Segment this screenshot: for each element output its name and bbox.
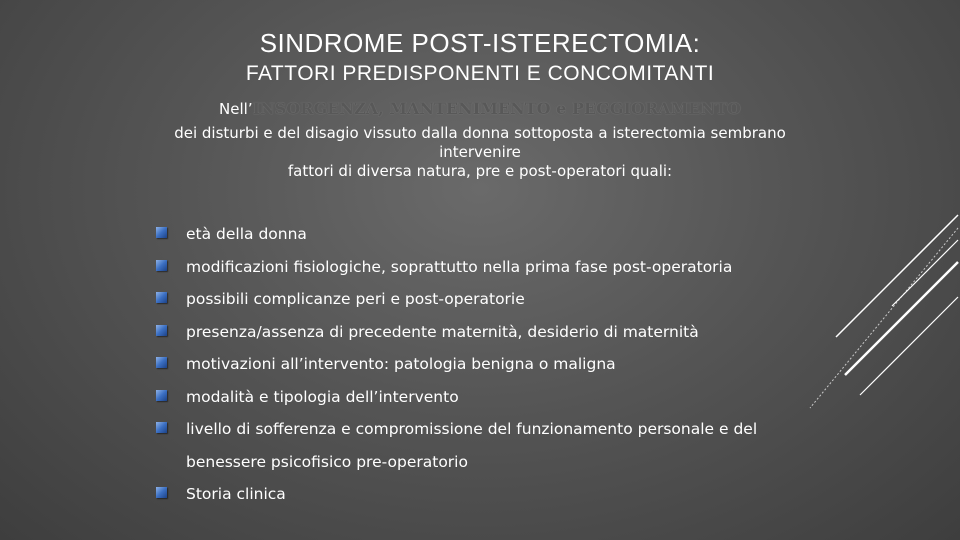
list-item [156, 478, 856, 511]
intro-line-2: dei disturbi e del disagio vissuto dalla donna sottoposta a isterectomia sembrano [174, 124, 786, 142]
list-item-text: modificazioni fisiologiche, soprattutto nella prima fase post-operatoria [186, 257, 733, 276]
bullet-square-icon [156, 292, 167, 303]
deco-line [892, 240, 958, 306]
slide-title: SINDROME POST-ISTERECTOMIA: [259, 28, 701, 58]
deco-line [845, 262, 958, 375]
list-item-text: possibili complicanze peri e post-operatorie [186, 290, 525, 308]
bullet-square-icon [156, 390, 167, 401]
list-item-text-continuation: benessere psicofisico pre-operatorio [186, 452, 468, 471]
bullet-square-icon [156, 325, 167, 336]
list-item-text: Storia clinica [186, 485, 286, 503]
intro-line-1 [0, 99, 960, 119]
list-item-text: presenza/assenza di precedente maternità, desiderio di maternità [186, 322, 699, 341]
deco-line [860, 297, 958, 395]
list-item [156, 348, 856, 381]
intro-line-3: intervenire [439, 143, 521, 161]
list-item [156, 283, 856, 316]
bullet-square-icon [156, 227, 167, 238]
slide-subtitle: FATTORI PREDISPONENTI E CONCOMITANTI [245, 62, 715, 85]
list-item [156, 218, 856, 251]
bullet-square-icon [156, 487, 167, 498]
list-item [156, 413, 856, 478]
list-item-text: livello di sofferenza e compromissione del funzionamento personale e del [186, 420, 758, 438]
list-item-text: età della donna [186, 225, 307, 243]
list-item [156, 251, 856, 284]
bullet-square-icon [156, 357, 167, 368]
intro-paragraph [0, 99, 960, 181]
bullet-square-icon [156, 260, 167, 271]
list-item [156, 381, 856, 414]
factor-list [156, 218, 856, 511]
list-item-text: modalità e tipologia dell’intervento [186, 387, 459, 406]
list-item-text: motivazioni all’intervento: patologia benigna o maligna [186, 355, 616, 373]
intro-emphasis: INSORGENZA, MANTENIMENTO e PEGGIORAMENTO [252, 99, 741, 118]
intro-lead: Nell’ [219, 100, 253, 118]
bullet-square-icon [156, 422, 167, 433]
list-item [156, 316, 856, 349]
intro-line-4: fattori di diversa natura, pre e post-operatori quali: [287, 162, 673, 180]
